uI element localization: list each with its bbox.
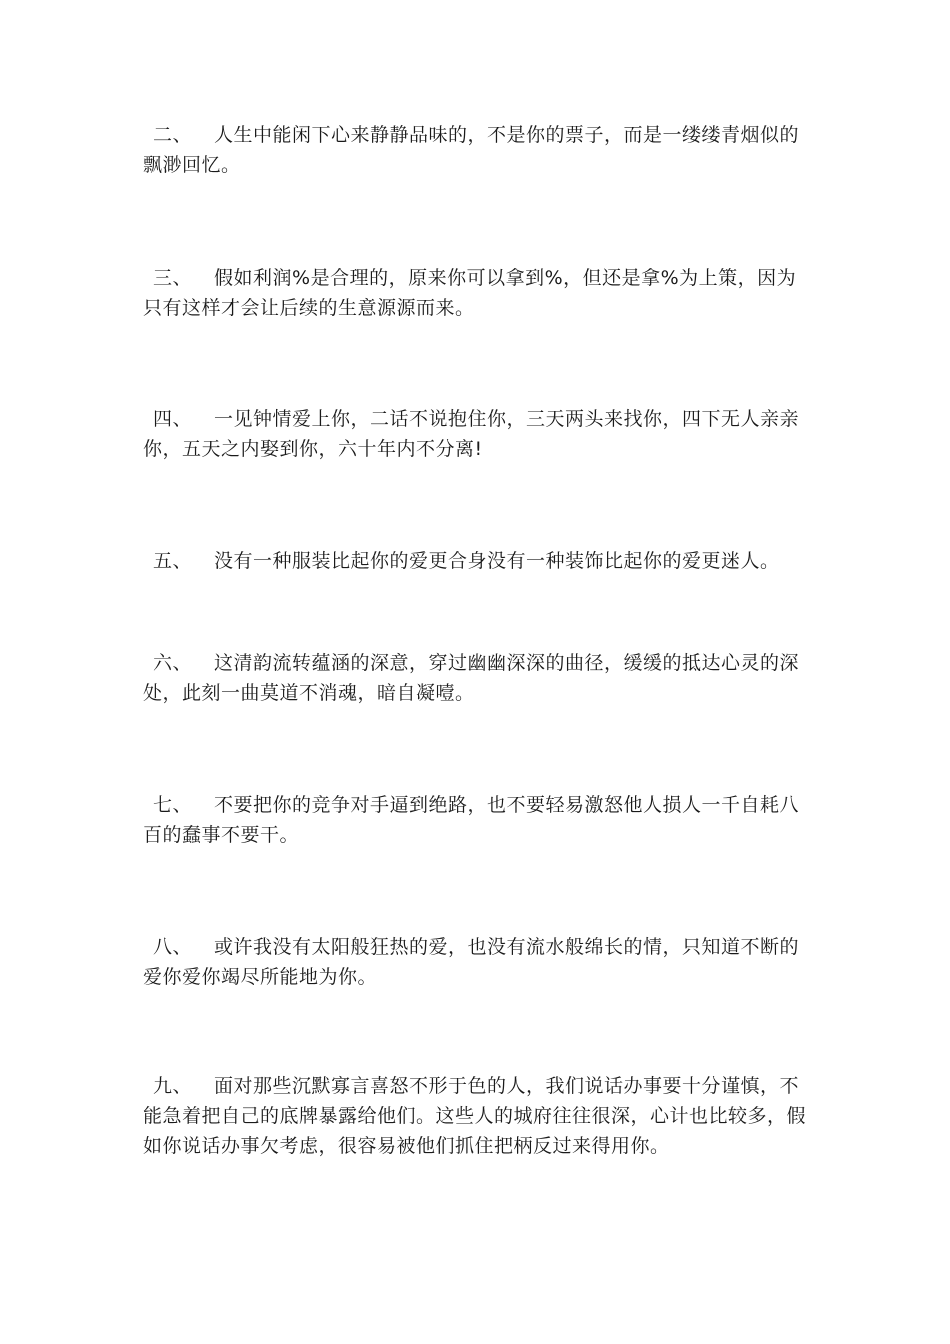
entry-text: 一见钟情爱上你，二话不说抱住你，三天两头来找你，四下无人亲亲你，五天之内娶到你，六十年内不分离! [143,408,800,460]
entry-number: 九、 [153,1075,193,1097]
entry-8 [143,932,813,992]
entry-text: 面对那些沉默寡言喜怒不形于色的人，我们说话办事要十分谨慎，不能急着把自己的底牌暴露给他们。这些人的城府往往很深，心计也比较多，假如你说话办事欠考虑，很容易被他们抓住把柄反过来得用你。 [143,1075,807,1157]
entry-number: 三、 [153,267,193,289]
entry-4 [143,404,813,464]
entry-9 [143,1071,813,1161]
entry-6 [143,648,813,708]
entry-text: 假如利润%是合理的，原来你可以拿到%，但还是拿%为上策，因为只有这样才会让后续的生意源源而来。 [143,267,797,319]
entry-text: 这清韵流转蕴涵的深意，穿过幽幽深深的曲径，缓缓的抵达心灵的深处，此刻一曲莫道不消魂，暗自凝噎。 [143,652,800,704]
entry-number: 二、 [153,124,193,146]
entry-number: 七、 [153,794,193,816]
entry-number: 六、 [153,652,193,674]
entry-number: 五、 [153,550,193,572]
entry-number: 四、 [153,408,193,430]
entry-text: 或许我没有太阳般狂热的爱，也没有流水般绵长的情，只知道不断的爱你爱你竭尽所能地为你。 [143,936,800,988]
entry-3 [143,263,813,323]
entry-7 [143,790,813,850]
entry-5 [143,546,813,576]
entry-2 [143,120,813,180]
entry-number: 八、 [153,936,193,958]
entry-text: 不要把你的竞争对手逼到绝路，也不要轻易激怒他人损人一千自耗八百的蠢事不要干。 [143,794,800,846]
entry-text: 人生中能闲下心来静静品味的，不是你的票子，而是一缕缕青烟似的飘渺回忆。 [143,124,800,176]
entry-text: 没有一种服装比起你的爱更合身没有一种装饰比起你的爱更迷人。 [214,550,780,572]
